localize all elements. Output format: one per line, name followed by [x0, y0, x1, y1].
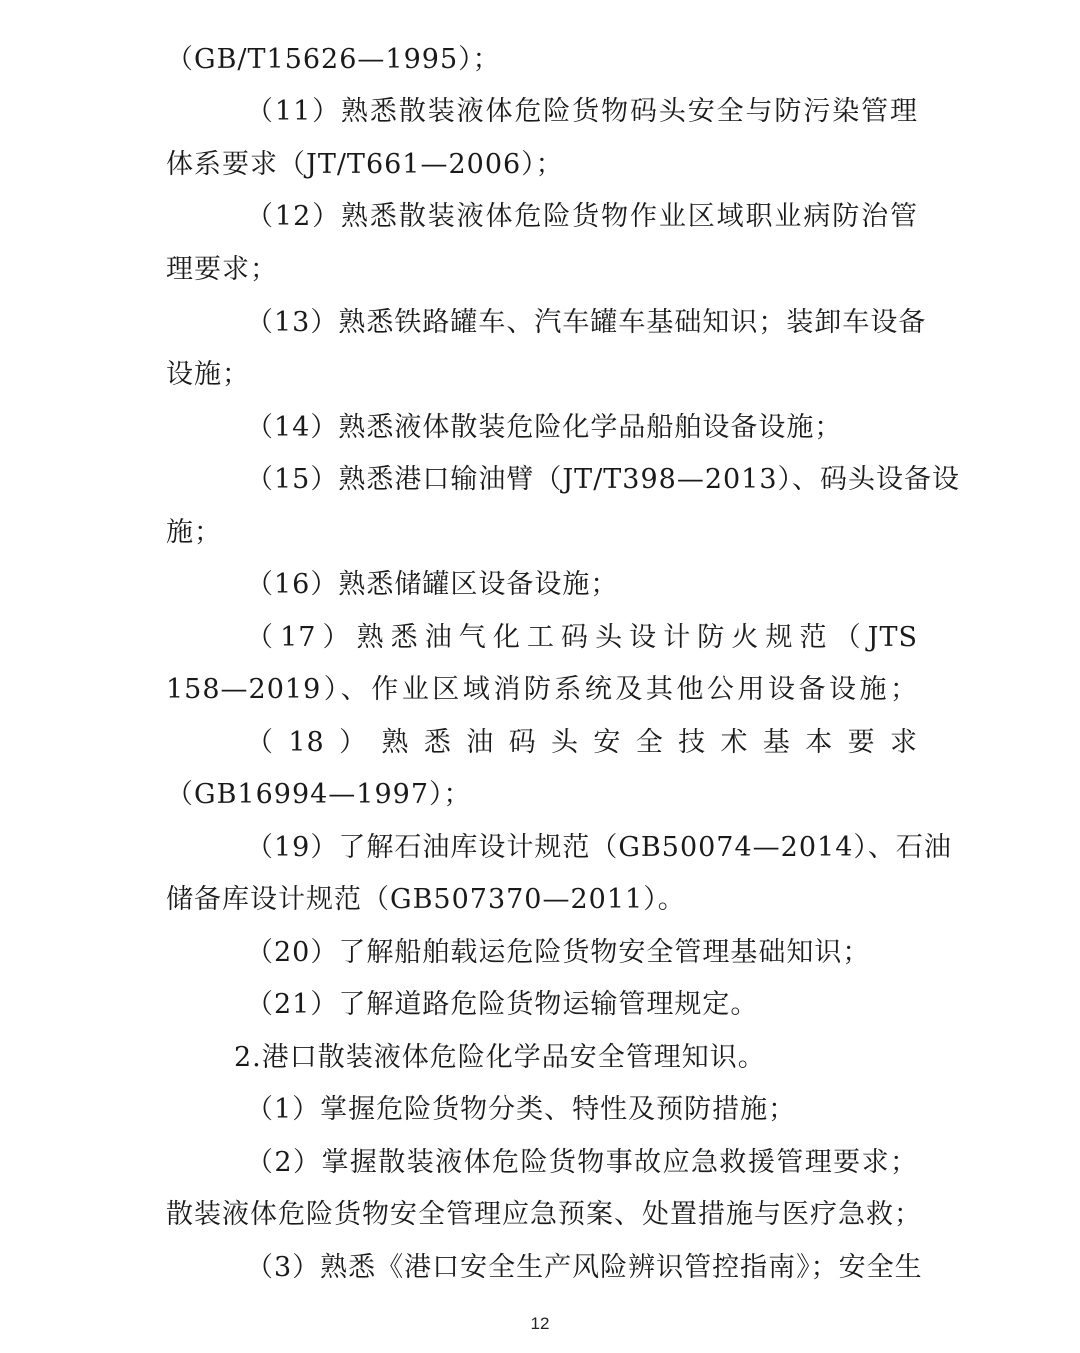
- text-line: 散装液体危险货物安全管理应急预案、处置措施与医疗急救；: [166, 1199, 922, 1230]
- text-line: （16）熟悉储罐区设备设施；: [246, 569, 619, 600]
- text-line: （3）熟悉《港口安全生产风险辨识管控指南》；安全生: [246, 1252, 923, 1283]
- text-line: 设施；: [166, 359, 250, 390]
- text-line: 体系要求（JT/T661—2006）；: [166, 149, 564, 180]
- text-line: （18）熟悉油码头安全技术基本要求: [246, 727, 918, 758]
- text-line: （19）了解石油库设计规范（GB50074—2014）、石油: [246, 832, 952, 863]
- text-line: （14）熟悉液体散装危险化学品船舶设备设施；: [246, 412, 843, 443]
- section-heading: 2.港口散装液体危险化学品安全管理知识。: [234, 1042, 766, 1073]
- text-line: （17）熟悉油气化工码头设计防火规范（JTS: [246, 622, 918, 653]
- text-line: 理要求；: [166, 254, 278, 285]
- text-line: （GB/T15626—1995）；: [166, 44, 501, 75]
- text-line: （11）熟悉散装液体危险货物码头安全与防污染管理: [246, 96, 918, 127]
- text-line: 施；: [166, 517, 222, 548]
- text-line: （12）熟悉散装液体危险货物作业区域职业病防治管: [246, 201, 918, 232]
- text-line: 储备库设计规范（GB507370—2011）。: [166, 884, 686, 915]
- text-line: （21）了解道路危险货物运输管理规定。: [246, 989, 759, 1020]
- text-line: （1）掌握危险货物分类、特性及预防措施；: [246, 1094, 797, 1125]
- page-number: 12: [530, 1314, 550, 1333]
- text-line: （15）熟悉港口输油臂（JT/T398—2013）、码头设备设: [246, 464, 961, 495]
- text-line: （13）熟悉铁路罐车、汽车罐车基础知识；装卸车设备: [246, 307, 927, 338]
- text-line: （2）掌握散装液体危险货物事故应急救援管理要求；: [246, 1147, 918, 1178]
- text-line: （GB16994—1997）；: [166, 779, 472, 810]
- text-line: 158—2019）、作业区域消防系统及其他公用设备设施；: [166, 674, 918, 705]
- text-line: （20）了解船舶载运危险货物安全管理基础知识；: [246, 937, 871, 968]
